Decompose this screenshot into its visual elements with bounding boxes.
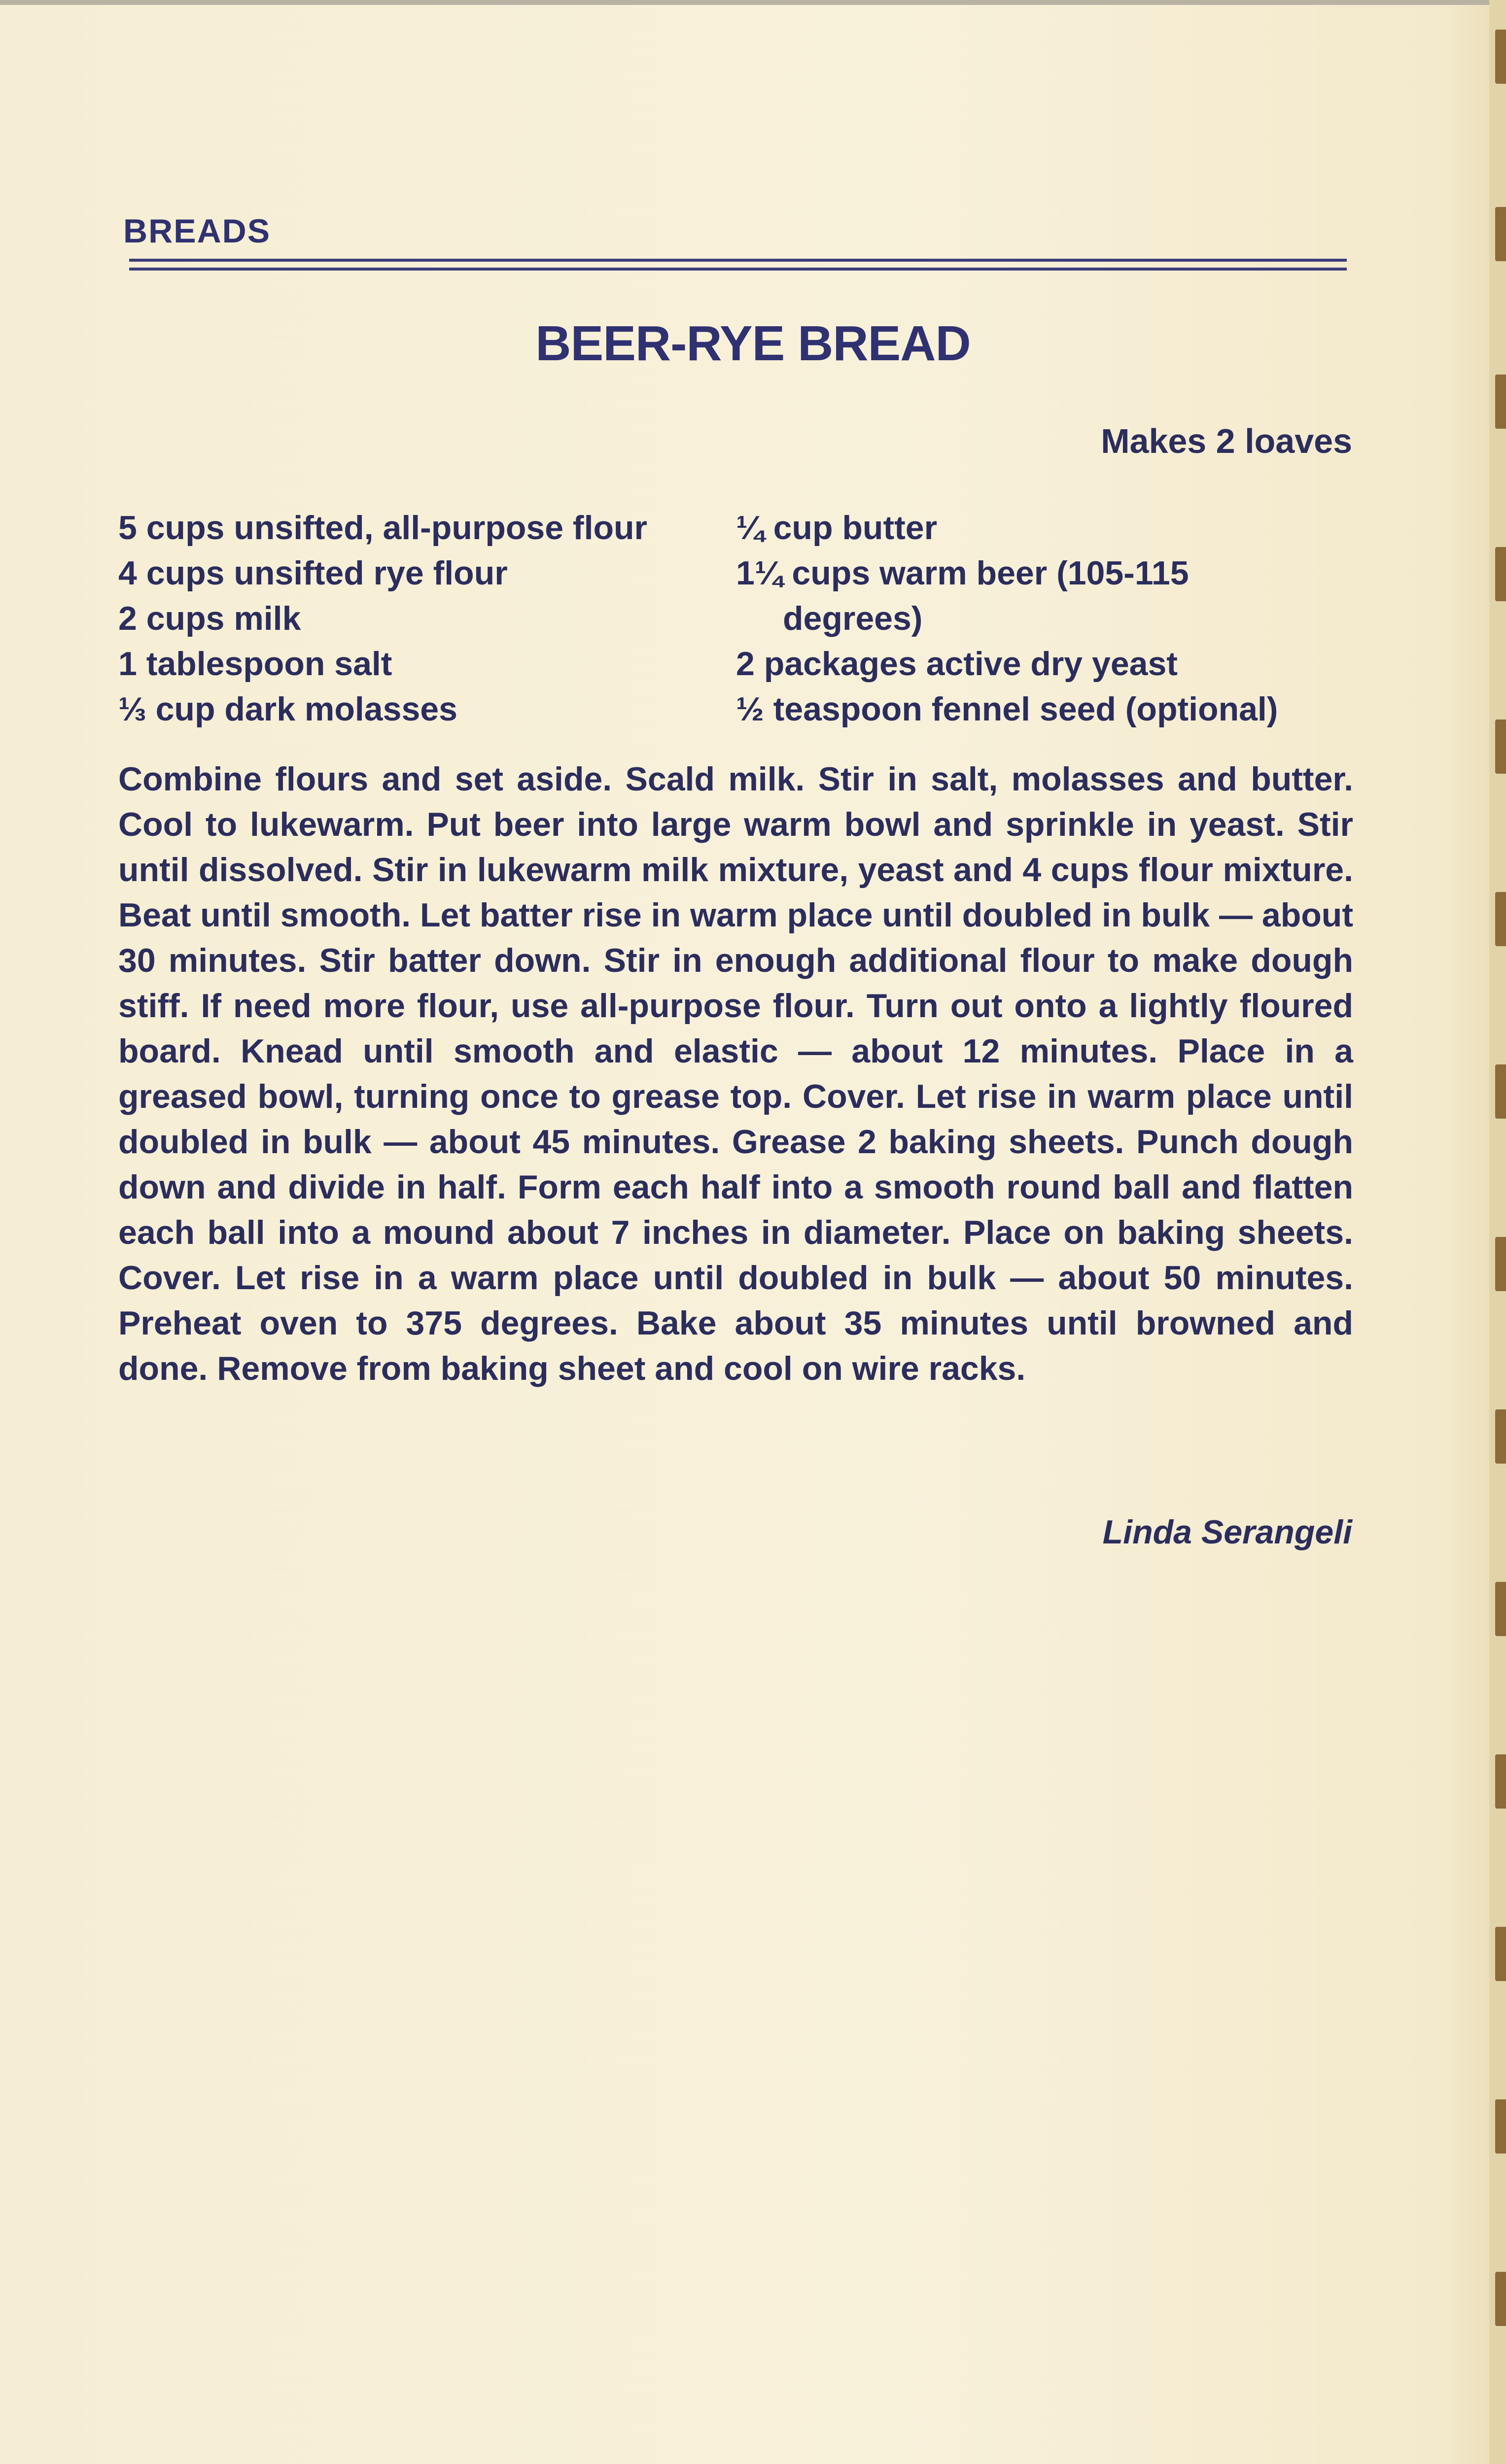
binding-ring bbox=[1495, 719, 1506, 774]
recipe-yield: Makes 2 loaves bbox=[1101, 422, 1352, 460]
ingredient-item: 4 cups unsifted rye flour bbox=[118, 554, 508, 592]
recipe-author: Linda Serangeli bbox=[1102, 1513, 1352, 1551]
header-rule-bottom bbox=[129, 268, 1347, 271]
binding-ring bbox=[1495, 2099, 1506, 2154]
ingredient-item: 2 cups milk bbox=[118, 600, 301, 637]
binding-ring bbox=[1495, 547, 1506, 601]
binding-ring bbox=[1495, 30, 1506, 84]
ingredient-item: 1¼ cups warm beer (105-115 bbox=[736, 554, 1189, 592]
binding-ring bbox=[1495, 892, 1506, 946]
binding-ring bbox=[1495, 1582, 1506, 1636]
binding-ring bbox=[1495, 375, 1506, 429]
binding-ring bbox=[1495, 1064, 1506, 1119]
ingredient-item: 5 cups unsifted, all-purpose flour bbox=[118, 509, 647, 547]
binding-ring bbox=[1495, 1237, 1506, 1291]
ingredient-item: 2 packages active dry yeast bbox=[736, 645, 1178, 683]
page-top-edge bbox=[0, 0, 1506, 5]
ingredient-item-continued: degrees) bbox=[783, 600, 923, 637]
ingredient-item: 1 tablespoon salt bbox=[118, 645, 392, 683]
section-label: BREADS bbox=[123, 212, 271, 250]
binding-ring bbox=[1495, 1927, 1506, 1981]
binding-ring bbox=[1495, 2272, 1506, 2326]
ingredient-list-left bbox=[118, 505, 730, 732]
recipe-title: BEER-RYE BREAD bbox=[535, 316, 971, 371]
ingredient-item: ⅓ cup dark molasses bbox=[118, 690, 457, 728]
ingredient-list-right bbox=[736, 505, 1367, 732]
ingredient-item: ½ teaspoon fennel seed (optional) bbox=[736, 690, 1278, 728]
ingredient-item: ¼ cup butter bbox=[736, 509, 938, 547]
binding-ring bbox=[1495, 1754, 1506, 1809]
binding-ring bbox=[1495, 1409, 1506, 1464]
binding-ring bbox=[1495, 207, 1506, 261]
header-rule-top bbox=[129, 259, 1347, 262]
recipe-instructions: Combine flours and set aside. Scald milk. Stir in salt, molasses and butter. Cool to lukewarm. Put beer into large warm bowl and sprinkle in yeast. Stir until dissolved. Stir in lukewarm milk mixture, yeast and 4 cups flour mixture. Beat until smooth. Let batter rise in warm place until doubled in bulk — about 30 minutes. Stir batter down. Stir in enough additional flour to make dough stiff. If need more flour, use all-purpose flour. Turn out onto a lightly floured board. Knead until smooth and elastic — about 12 minutes. Place in a greased bowl, turning once to grease top. Cover. Let rise in warm place until doubled in bulk — about 45 minutes. Grease 2 baking sheets. Punch dough down and divide in half. Form each half into a smooth round ball and flatten each ball into a mound about 7 inches in diameter. Place on baking sheets. Cover. Let rise in a warm place until doubled in bulk — about 50 minutes. Preheat oven to 375 degrees. Bake about 35 minutes until browned and done. Remove from baking sheet and cool on wire racks. bbox=[118, 760, 1353, 1387]
